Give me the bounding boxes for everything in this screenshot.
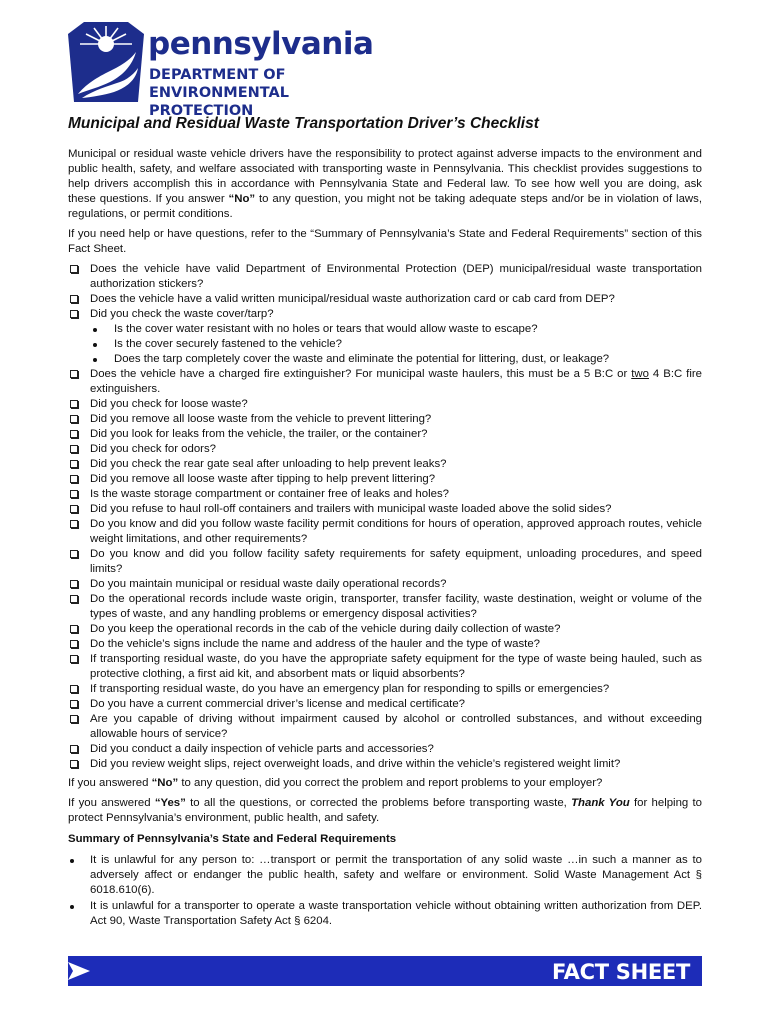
answer-no-word: “No” bbox=[151, 777, 179, 789]
checklist-item-text: Do you keep the operational records in the cab of the vehicle during daily collection of waste? bbox=[90, 623, 561, 635]
summary-item-text: It is unlawful for a transporter to operate a waste transportation vehicle without obtaining written authorization from DEP. Act 90, Waste Transportation Safety Act § 6204. bbox=[90, 900, 702, 927]
answer-no-paragraph bbox=[68, 776, 702, 791]
checklist-item-text: Did you look for leaks from the vehicle, the trailer, or the container? bbox=[90, 428, 428, 440]
answer-yes-middle: to all the questions, or corrected the problems before transporting waste, bbox=[185, 797, 572, 809]
checkbox-icon[interactable] bbox=[70, 745, 78, 753]
sublist-item-text: Does the tarp completely cover the waste and eliminate the potential for littering, dust, or leakage? bbox=[114, 353, 610, 365]
intro-text-before: Municipal or residual waste vehicle drivers have the responsibility to protect against adverse impacts to the environment and public health, safety, and welfare associated with transporting waste in Pennsylvania. This checklist provides suggestions to help drivers accomplish this in accordance with Pennsylvania State and Federal law. To see how well you are doing, ask these questions. If you answer bbox=[68, 148, 702, 205]
bullet-icon bbox=[93, 358, 97, 362]
checklist-item bbox=[68, 622, 702, 637]
summary-item bbox=[68, 853, 702, 898]
answer-yes-paragraph bbox=[68, 796, 702, 826]
checklist-item-text: Do you know and did you follow waste facility permit conditions for hours of operation, approved approach routes, vehicle weight limitations, and other requirements? bbox=[90, 518, 702, 545]
checklist-item bbox=[68, 367, 702, 397]
dep-logo bbox=[66, 20, 426, 119]
bullet-icon bbox=[70, 905, 74, 909]
help-paragraph: If you need help or have questions, refer to the “Summary of Pennsylvania’s State and Federal Requirements” section of this Fact Sheet. bbox=[68, 228, 702, 255]
document-body bbox=[68, 114, 702, 930]
checklist-item bbox=[68, 427, 702, 442]
summary-heading: Summary of Pennsylvania’s State and Federal Requirements bbox=[68, 833, 397, 845]
checkbox-icon[interactable] bbox=[70, 505, 78, 513]
checklist-item bbox=[68, 682, 702, 697]
checklist-item bbox=[68, 697, 702, 712]
checklist-item-text: Did you review weight slips, reject overweight loads, and drive within the vehicle’s registered weight limit? bbox=[90, 758, 621, 770]
checklist-item-text: Do the vehicle’s signs include the name and address of the hauler and the type of waste? bbox=[90, 638, 541, 650]
keystone-sunburst-icon bbox=[66, 20, 146, 104]
checklist-item-text: Do the operational records include waste origin, transporter, transfer facility, waste destination, weight or volume of the types of waste, and any handling problems or emergency disposal activities? bbox=[90, 593, 702, 620]
checklist-item-text: Did you refuse to haul roll-off containers and trailers with municipal waste loaded above the solid sides? bbox=[90, 503, 612, 515]
logo-department-line2: PROTECTION bbox=[149, 103, 254, 119]
logo-pennsylvania-text: pennsylvania bbox=[148, 26, 374, 62]
answer-yes-after: for helping to protect Pennsylvania’s environment, public health, and safety. bbox=[68, 797, 703, 824]
checklist-item bbox=[68, 472, 702, 487]
checkbox-icon[interactable] bbox=[70, 640, 78, 648]
checklist-item bbox=[68, 742, 702, 757]
checkbox-icon[interactable] bbox=[70, 685, 78, 693]
checklist-item bbox=[68, 547, 702, 577]
checklist-item bbox=[68, 637, 702, 652]
checklist-item bbox=[68, 292, 702, 307]
checklist-item bbox=[68, 652, 702, 682]
checkbox-icon[interactable] bbox=[70, 310, 78, 318]
sublist-item bbox=[90, 352, 702, 367]
sublist-item-text: Is the cover water resistant with no holes or tears that would allow waste to escape? bbox=[114, 323, 538, 335]
checklist-item-text: Did you check the rear gate seal after unloading to help prevent leaks? bbox=[90, 458, 447, 470]
checkbox-icon[interactable] bbox=[70, 595, 78, 603]
answer-no-before: If you answered bbox=[68, 777, 152, 789]
checklist-item-text: Is the waste storage compartment or container free of leaks and holes? bbox=[90, 488, 449, 500]
answer-yes-before: If you answered bbox=[68, 797, 155, 809]
logo-department-text bbox=[149, 66, 426, 120]
intro-paragraph bbox=[68, 147, 702, 222]
bullet-icon bbox=[93, 328, 97, 332]
checklist-item-text: If transporting residual waste, do you have an emergency plan for responding to spills or emergencies? bbox=[90, 683, 610, 695]
summary-item bbox=[68, 899, 702, 929]
checkbox-icon[interactable] bbox=[70, 295, 78, 303]
checkbox-icon[interactable] bbox=[70, 460, 78, 468]
checklist bbox=[68, 262, 702, 772]
summary-list bbox=[68, 853, 702, 929]
thank-you-text: Thank You bbox=[571, 797, 630, 809]
checklist-item bbox=[68, 307, 702, 367]
checklist-item bbox=[68, 487, 702, 502]
checklist-item-text-after: 4 B:C fire extinguishers. bbox=[90, 368, 702, 395]
logo-department-line1: DEPARTMENT OF ENVIRONMENTAL bbox=[149, 67, 289, 101]
checkbox-icon[interactable] bbox=[70, 700, 78, 708]
checklist-item bbox=[68, 412, 702, 427]
checkbox-icon[interactable] bbox=[70, 520, 78, 528]
checklist-item-text: Are you capable of driving without impairment caused by alcohol or controlled substances, and without exceeding allowable hours of service? bbox=[90, 713, 702, 740]
sublist-item bbox=[90, 322, 702, 337]
checkbox-icon[interactable] bbox=[70, 265, 78, 273]
checklist-item bbox=[68, 502, 702, 517]
answer-no-after: to any question, did you correct the problem and report problems to your employer? bbox=[178, 777, 603, 789]
tarp-sublist bbox=[90, 322, 702, 367]
sublist-item bbox=[90, 337, 702, 352]
sublist-item-text: Is the cover securely fastened to the vehicle? bbox=[114, 338, 342, 350]
checklist-item bbox=[68, 397, 702, 412]
checklist-item-text: Did you remove all loose waste from the vehicle to prevent littering? bbox=[90, 413, 432, 425]
checklist-item-text: Did you conduct a daily inspection of vehicle parts and accessories? bbox=[90, 743, 434, 755]
checklist-item bbox=[68, 262, 702, 292]
checkbox-icon[interactable] bbox=[70, 760, 78, 768]
checklist-item bbox=[68, 577, 702, 592]
fact-sheet-label: FACT SHEET bbox=[552, 960, 690, 984]
checklist-item-text: If transporting residual waste, do you have the appropriate safety equipment for the type of waste being hauled, such as protective clothing, a first aid kit, and absorbent mats or liquid absorbents? bbox=[90, 653, 702, 680]
checkbox-icon[interactable] bbox=[70, 370, 78, 378]
checklist-item-text: Did you check for odors? bbox=[90, 443, 216, 455]
checklist-item-text: Did you remove all loose waste after tipping to help prevent littering? bbox=[90, 473, 436, 485]
checklist-item bbox=[68, 592, 702, 622]
checkbox-icon[interactable] bbox=[70, 550, 78, 558]
checkbox-icon[interactable] bbox=[70, 430, 78, 438]
checkbox-icon[interactable] bbox=[70, 490, 78, 498]
checkbox-icon[interactable] bbox=[70, 625, 78, 633]
arrow-right-icon bbox=[68, 956, 94, 986]
checklist-item-text: Do you maintain municipal or residual waste daily operational records? bbox=[90, 578, 447, 590]
answer-yes-word: “Yes” bbox=[154, 797, 186, 809]
checklist-item bbox=[68, 757, 702, 772]
intro-text-after: to any question, you might not be taking adequate steps and/or be in violation of laws, regulations, or permit conditions. bbox=[68, 193, 702, 220]
fact-sheet-bar bbox=[68, 956, 702, 986]
checklist-item-text-before: Does the vehicle have a charged fire extinguisher? For municipal waste haulers, this must be a 5 B:C or bbox=[90, 368, 632, 380]
checklist-item-underline: two bbox=[631, 368, 649, 380]
checklist-item bbox=[68, 457, 702, 472]
checkbox-icon[interactable] bbox=[70, 580, 78, 588]
summary-item-text: It is unlawful for any person to: …transport or permit the transportation of any solid waste …in such a manner as to adversely affect or endanger the public health, safety and welfare or environment. Solid Waste Management Act § 6018.610(6). bbox=[90, 854, 702, 896]
checkbox-icon[interactable] bbox=[70, 655, 78, 663]
checkbox-icon[interactable] bbox=[70, 415, 78, 423]
checklist-item-text: Do you have a current commercial driver’s license and medical certificate? bbox=[90, 698, 466, 710]
checklist-item-text: Do you know and did you follow facility safety requirements for safety equipment, unloading procedures, and speed limits? bbox=[90, 548, 702, 575]
checkbox-icon[interactable] bbox=[70, 400, 78, 408]
checklist-item-text: Did you check the waste cover/tarp? bbox=[90, 308, 274, 320]
checklist-item bbox=[68, 442, 702, 457]
bullet-icon bbox=[93, 343, 97, 347]
bullet-icon bbox=[70, 859, 74, 863]
checkbox-icon[interactable] bbox=[70, 715, 78, 723]
checklist-item-text: Did you check for loose waste? bbox=[90, 398, 248, 410]
checklist-item bbox=[68, 712, 702, 742]
intro-no-word: “No” bbox=[228, 193, 256, 205]
checkbox-icon[interactable] bbox=[70, 445, 78, 453]
document-title: Municipal and Residual Waste Transportation Driver’s Checklist bbox=[68, 115, 539, 132]
checklist-item-text: Does the vehicle have a valid written municipal/residual waste authorization card or cab card from DEP? bbox=[90, 293, 615, 305]
checklist-item bbox=[68, 517, 702, 547]
checkbox-icon[interactable] bbox=[70, 475, 78, 483]
checklist-item-text: Does the vehicle have valid Department of Environmental Protection (DEP) municipal/residual waste transportation authorization stickers? bbox=[90, 263, 702, 290]
